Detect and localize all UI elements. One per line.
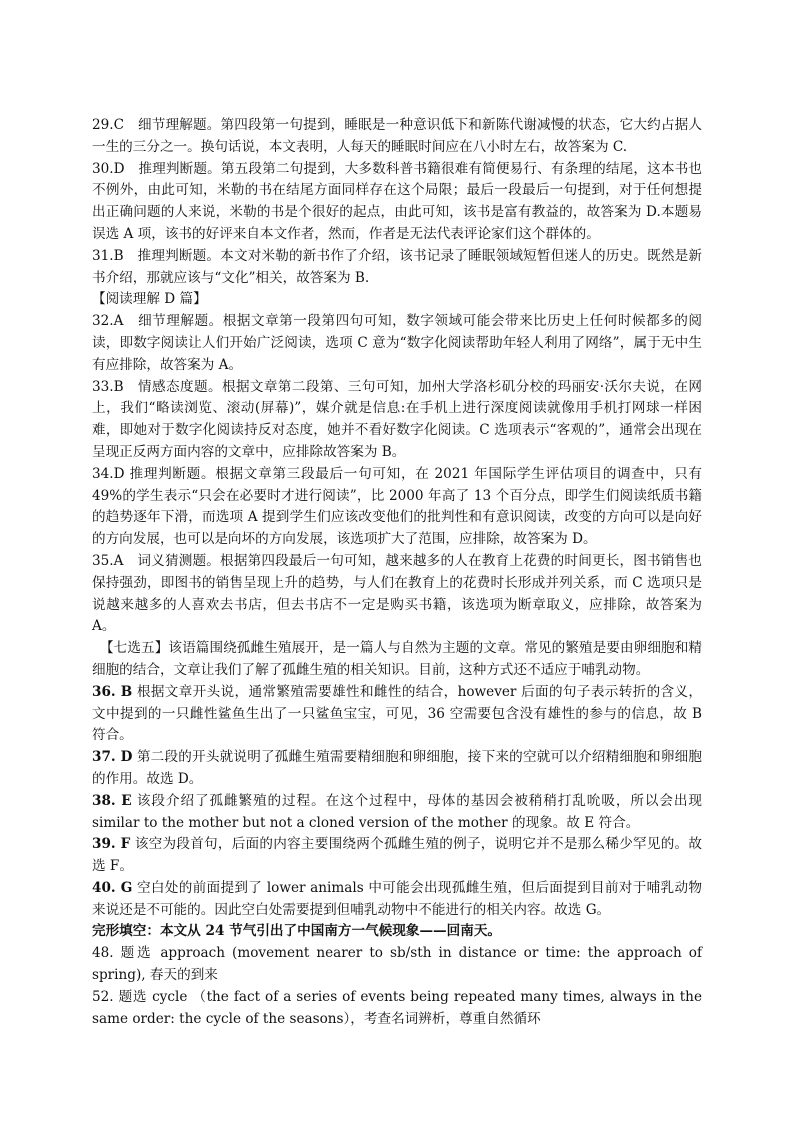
question-number: 36. B (92, 683, 133, 700)
question-number: 39. F (92, 836, 131, 853)
answer-37 (92, 747, 702, 791)
section-intro-seven-choose-five: 【七选五】该语篇围绕孤雌生殖展开，是一篇人与自然为主题的文章。常见的繁殖是要由卵细胞和精细胞的结合，文章让我们了解了孤雌生殖的相关知识。目前，这种方式还不适应于哺乳动物。 (92, 640, 702, 678)
answer-39 (92, 834, 702, 878)
answer-text: 根据文章开头说，通常繁殖需要雄性和雌性的结合，however 后面的句子表示转折的含义，文中提到的一只雌性鲨鱼生出了一只鲨鱼宝宝，可见，36 空需要包含没有雄性的参与的信息，故 B 符合。 (92, 683, 703, 744)
question-number: 40. G (92, 879, 133, 896)
answer-30: 30.D 推理判断题。第五段第二句提到，大多数科普书籍很难有简便易行、有条理的结尾，这本书也不例外，由此可知，米勒的书在结尾方面同样存在这个局限；最后一段最后一句提到，对于任何想提出正确问题的人来说，米勒的书是个很好的起点，由此可知，该书是富有教益的，故答案为 D.本题易误选 A 项，该书的好评来自本文作者，然而，作者是无法代表评论家们这个群体的。 (92, 160, 702, 242)
answer-38 (92, 791, 702, 835)
question-number: 38. E (92, 792, 132, 809)
answer-text: 该空为段首句，后面的内容主要围绕两个孤雌生殖的例子，说明它并不是那么稀少罕见的。故选 F。 (92, 836, 702, 875)
answer-text: 该段介绍了孤雌繁殖的过程。在这个过程中，母体的基因会被稍稍打乱吮吸，所以会出现 similar to the mother but not a cloned version of the mother 的现象。故 E 符合。 (92, 792, 702, 831)
answer-29: 29.C 细节理解题。第四段第一句提到，睡眠是一种意识低下和新陈代谢减慢的状态，它大约占据人一生的三分之一。换句话说，本文表明，人每天的睡眠时间应在八小时左右，故答案为 C. (92, 117, 702, 155)
section-heading-cloze: 完形填空：本文从 24 节气引出了中国南方一气候现象——回南天。 (92, 923, 502, 940)
answer-36 (92, 682, 702, 747)
answer-48: 48. 题选 approach (movement nearer to sb/sth in distance or time: the approach of spring), 春天的到来 (92, 945, 702, 984)
answer-text: 第二段的开头就说明了孤雌生殖需要精细胞和卵细胞，接下来的空就可以介绍精细胞和卵细胞的作用。故选 D。 (92, 749, 702, 787)
answer-31: 31.B 推理判断题。本文对米勒的新书作了介绍，该书记录了睡眠领域短暂但迷人的历史。既然是新书介绍，那就应该与“文化”相关，故答案为 B. (92, 247, 702, 286)
question-number: 37. D (92, 749, 133, 766)
answer-text: 空白处的前面提到了 lower animals 中可能会出现孤雌生殖，但后面提到目前对于哺乳动物来说还是不可能的。因此空白处需要提到但哺乳动物中不能进行的相关内容。故选 G。 (92, 879, 702, 918)
answer-40 (92, 878, 702, 922)
answer-34: 34.D 推理判断题。根据文章第三段最后一句可知，在 2021 年国际学生评估项目的调查中，只有 49%的学生表示“只会在必要时才进行阅读”，比 2000 年高了 13 个百分点，即学生们阅读纸质书籍的趋势逐年下滑，而选项 A 提到学生们应该改变他们的批判性和有意识阅读，改变的方向可以是向好的方向发展，也可以是向坏的方向发展，该选项扩大了范围，应排除，故答案为 D。 (92, 465, 702, 548)
answer-explanation-page (92, 115, 702, 1030)
answer-35: 35.A 词义猜测题。根据第四段最后一句可知，越来越多的人在教育上花费的时间更长，图书销售也保持强劲，即图书的销售呈现上升的趋势，与人们在教育上的花费时长形成并列关系，而 C 选项只是说越来越多的人喜欢去书店，但去书店不一定是购买书籍，该选项为断章取义，应排除，故答案为 A。 (92, 552, 702, 635)
answer-32: 32.A 细节理解题。根据文章第一段第四句可知，数字领域可能会带来比历史上任何时候都多的阅读，即数字阅读让人们开始广泛阅读，选项 C 意为“数字化阅读帮助年轻人利用了网络”，属于无中生有应排除，故答案为 A。 (92, 313, 702, 373)
answer-33: 33.B 情感态度题。根据文章第二段第、三句可知，加州大学洛杉矶分校的玛丽安·沃尔夫说，在网上，我们“略读浏览、滚动(屏幕)”，媒介就是信息:在手机上进行深度阅读就像用手机打网球一样困难，即她对于数字化阅读持反对态度，她并不看好数字化阅读。C 选项表示“客观的”，通常会出现在呈现正反两方面内容的文章中，应排除故答案为 B。 (92, 378, 702, 460)
section-heading-reading-d: 【阅读理解 D 篇】 (92, 291, 207, 308)
answer-52: 52. 题选 cycle （the fact of a series of events being repeated many times, always in the same order: the cycle of the seasons），考查名词辨析，尊重自然循环 (92, 988, 702, 1027)
